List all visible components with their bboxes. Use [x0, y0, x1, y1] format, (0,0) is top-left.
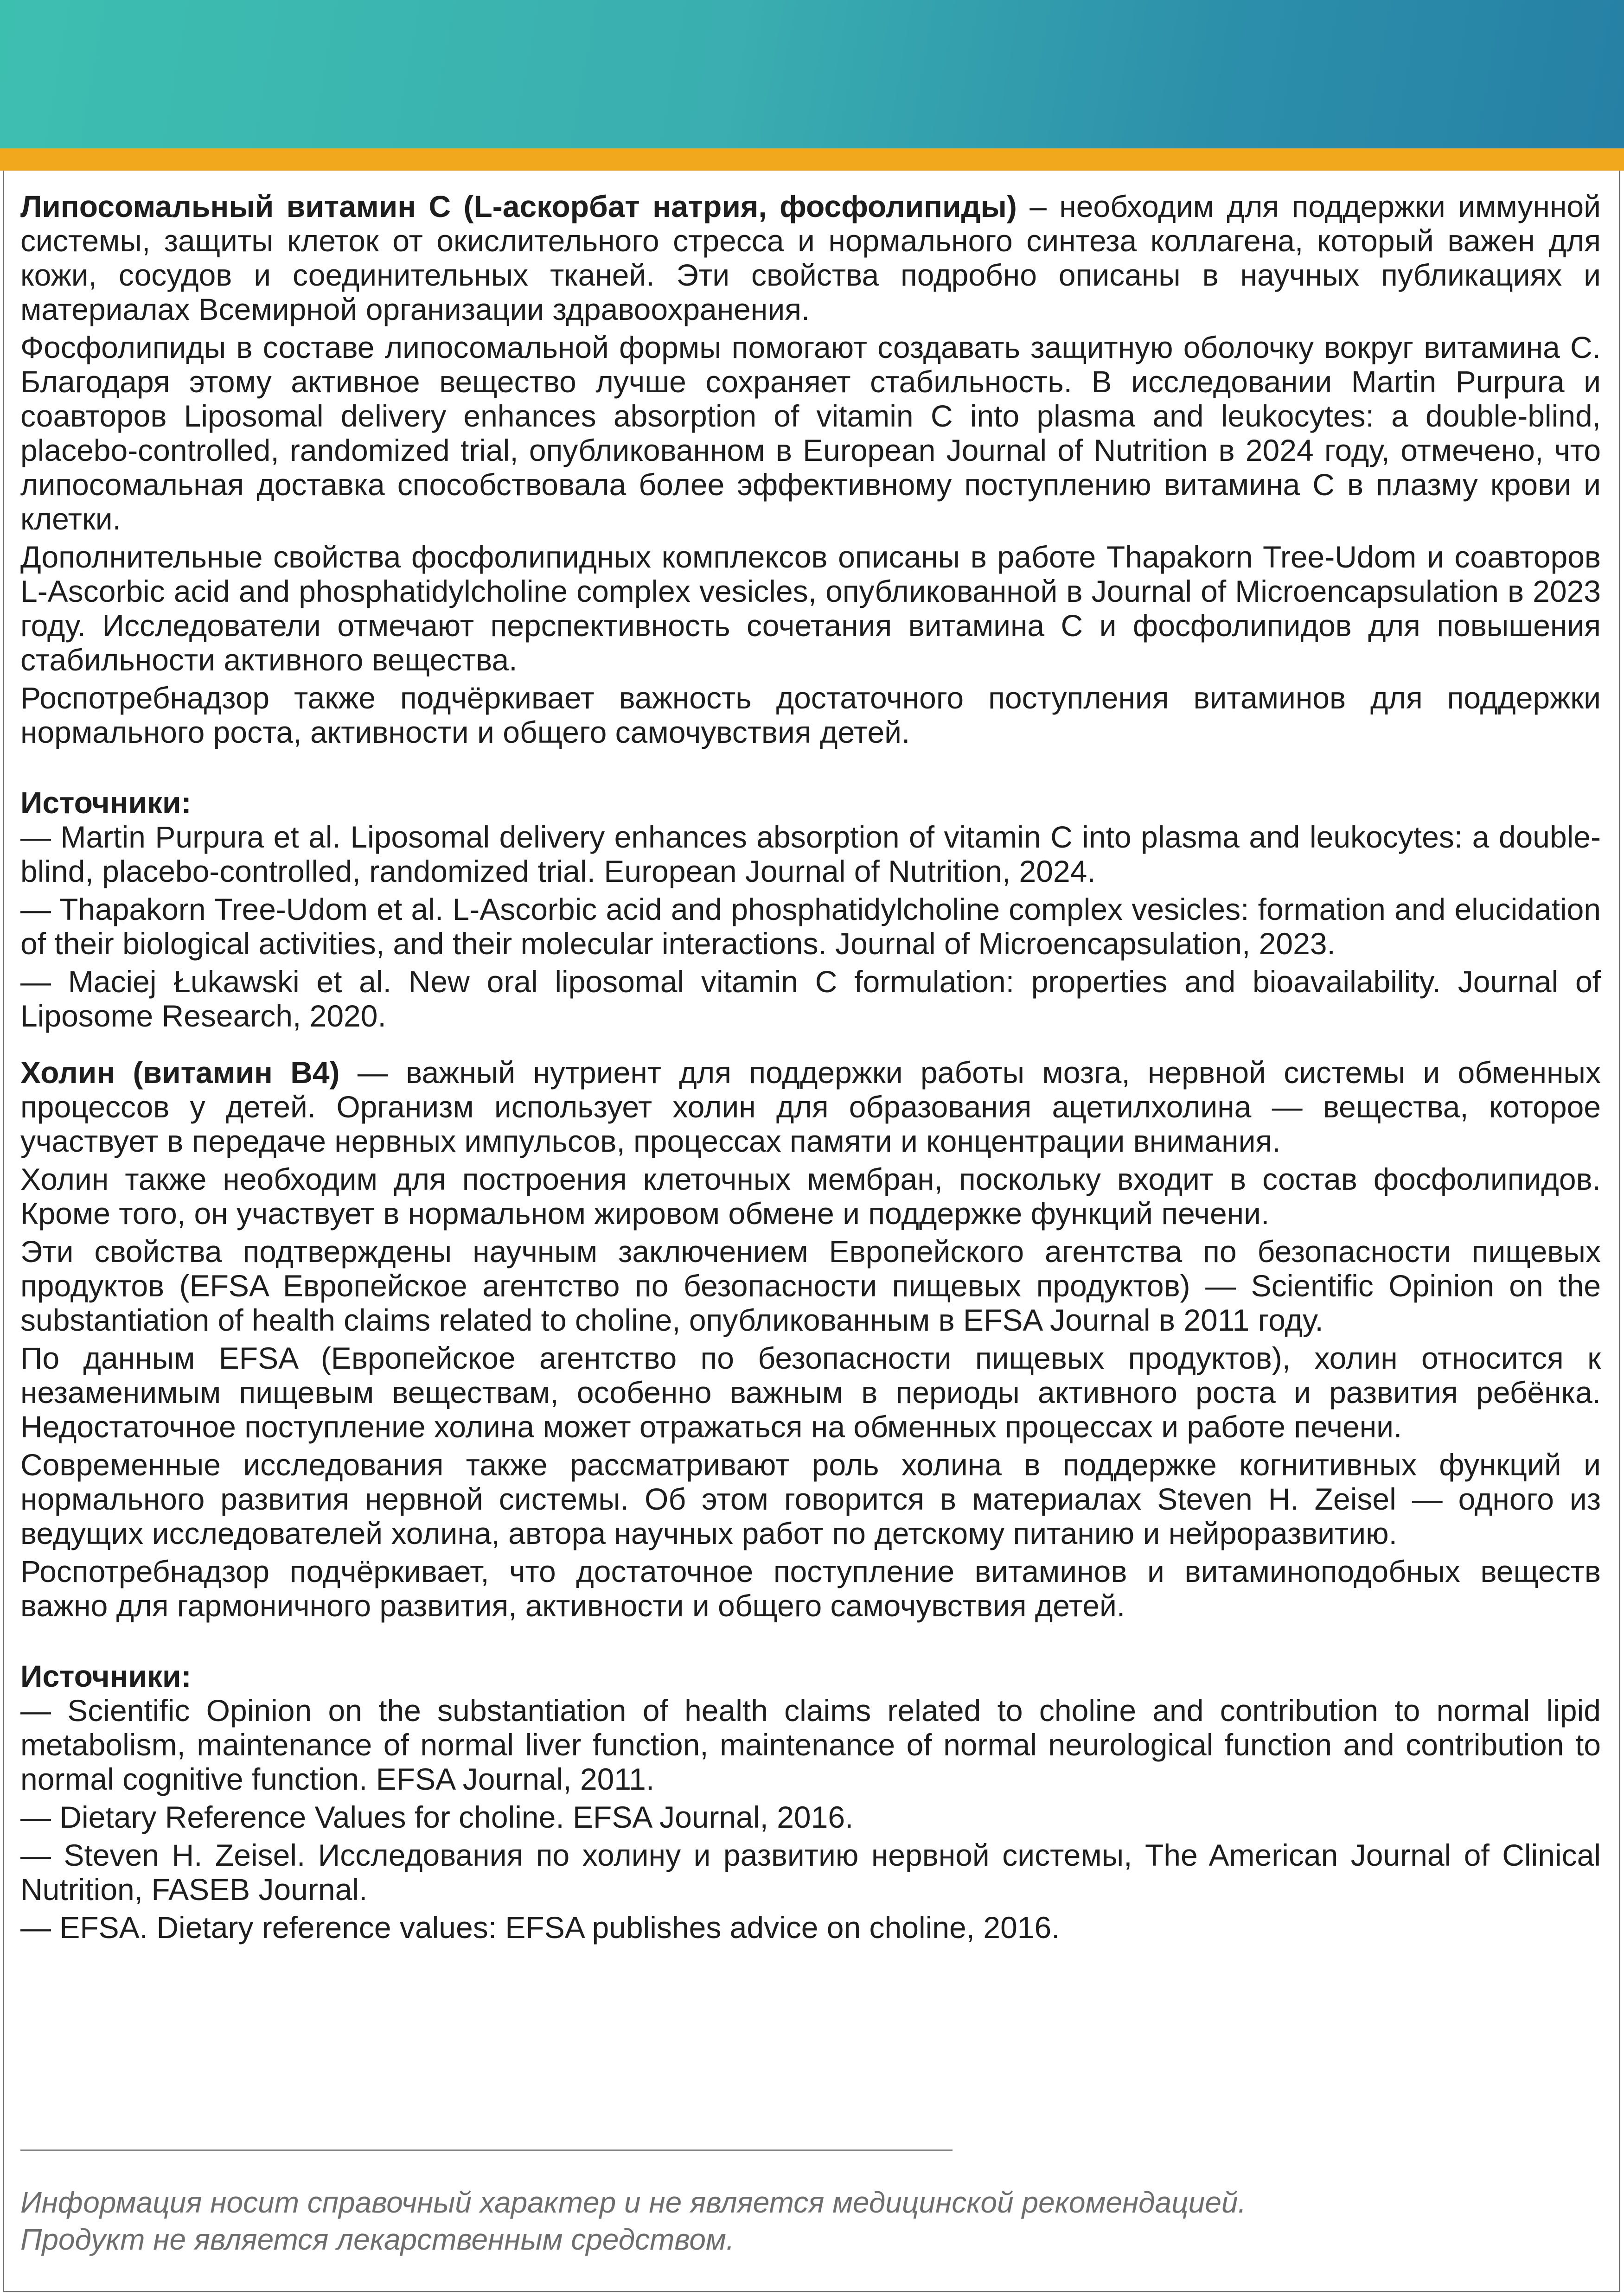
sources-heading-1: Источники: — [20, 785, 192, 820]
disclaimer — [20, 2184, 1597, 2258]
source-item: — Scientific Opinion on the substantiation of health claims related to choline and contribution to normal lipid metabolism, maintenance of normal liver function, maintenance of normal neurological function and contribution to normal cognitive function. EFSA Journal, 2011. — [20, 1693, 1601, 1796]
main-content — [20, 189, 1601, 1948]
spacer — [20, 1626, 1601, 1659]
source-item: — Maciej Łukawski et al. New oral liposomal vitamin C formulation: properties and bioavailability. Journal of Liposome Research, 2020. — [20, 964, 1601, 1033]
vitamin-c-paragraph-3: Дополнительные свойства фосфолипидных комплексов описаны в работе Thapakorn Tree-Udom и соавторов L-Ascorbic acid and phosphatidylcholine complex vesicles, опубликованной в Journal of Microencapsulation в 2023 году. Исследователи отмечают перспективность сочетания витамина С и фосфолипидов для повышения стабильности активного вещества. — [20, 540, 1601, 677]
choline-paragraph-6: Роспотребнадзор подчёркивает, что достаточное поступление витаминов и витаминоподобных веществ важно для гармоничного развития, активности и общего самочувствия детей. — [20, 1554, 1601, 1623]
divider — [20, 2149, 953, 2151]
choline-paragraph-4: По данным EFSA (Европейское агентство по безопасности пищевых продуктов), холин относится к незаменимым пищевым веществам, особенно важным в периоды активного роста и развития ребёнка. Недостаточное поступление холина может отражаться на обменных процессах и работе печени. — [20, 1341, 1601, 1444]
vitamin-c-paragraph-2: Фосфолипиды в составе липосомальной формы помогают создавать защитную оболочку вокруг витамина С. Благодаря этому активное вещество лучше сохраняет стабильность. В исследовании Martin Purpura и соавторов Liposomal delivery enhances absorption of vitamin C into plasma and leukocytes: a double-blind, placebo-controlled, randomized trial, опубликованном в European Journal of Nutrition в 2024 году, отмечено, что липосомальная доставка способствовала более эффективному поступлению витамина С в плазму крови и клетки. — [20, 330, 1601, 536]
sources-list-2 — [20, 1659, 1601, 1945]
header-band — [0, 0, 1624, 148]
sources-heading-2: Источники: — [20, 1659, 192, 1693]
spacer — [20, 753, 1601, 785]
vitamin-c-title: Липосомальный витамин С (L-аскорбат натрия, фосфолипиды) — [20, 189, 1017, 223]
source-item: — EFSA. Dietary reference values: EFSA publishes advice on choline, 2016. — [20, 1910, 1060, 1945]
source-item: — Steven H. Zeisel. Исследования по холину и развитию нервной системы, The American Journal of Clinical Nutrition, FASEB Journal. — [20, 1838, 1601, 1907]
sources-list-1 — [20, 785, 1601, 1033]
choline-section — [20, 1055, 1601, 1623]
header-accent-stripe — [0, 148, 1624, 171]
choline-paragraph-3: Эти свойства подтверждены научным заключением Европейского агентства по безопасности пищевых продуктов (EFSA Европейское агентство по безопасности пищевых продуктов) — Scientific Opinion on the substantiation of health claims related to choline, опубликованным в EFSA Journal в 2011 году. — [20, 1234, 1601, 1337]
choline-paragraph-5: Современные исследования также рассматривают роль холина в поддержке когнитивных функций и нормального развития нервной системы. Об этом говорится в материалах Steven H. Zeisel — одного из ведущих исследователей холина, автора научных работ по детскому питанию и нейроразвитию. — [20, 1448, 1601, 1550]
choline-intro-text: — важный нутриент для поддержки работы мозга, нервной системы и обменных процессов у детей. Организм использует холин для образования ацетилхолина — вещества, которое участвует в передаче нервных импульсов, процессах памяти и концентрации внимания. — [20, 1055, 1601, 1158]
choline-intro — [20, 1055, 1601, 1158]
vitamin-c-paragraph-4: Роспотребнадзор также подчёркивает важность достаточного поступления витаминов для поддержки нормального роста, активности и общего самочувствия детей. — [20, 681, 1601, 749]
source-item: — Martin Purpura et al. Liposomal delivery enhances absorption of vitamin C into plasma and leukocytes: a double-blind, placebo-controlled, randomized trial. European Journal of Nutrition, 2024. — [20, 820, 1601, 888]
source-item: — Thapakorn Tree-Udom et al. L-Ascorbic acid and phosphatidylcholine complex vesicles: formation and elucidation of their biological activities, and their molecular interactions. Journal of Microencapsulation, 2023. — [20, 892, 1601, 961]
vitamin-c-intro — [20, 189, 1601, 326]
source-item: — Dietary Reference Values for choline. EFSA Journal, 2016. — [20, 1800, 854, 1834]
choline-title: Холин (витамин В4) — [20, 1055, 340, 1090]
disclaimer-line-2: Продукт не является лекарственным средством. — [20, 2223, 735, 2256]
vitamin-c-section — [20, 189, 1601, 749]
spacer — [20, 1037, 1601, 1055]
choline-paragraph-2: Холин также необходим для построения клеточных мембран, поскольку входит в состав фосфолипидов. Кроме того, он участвует в нормальном жировом обмене и поддержке функций печени. — [20, 1162, 1601, 1231]
vitamin-c-intro-text: – необходим для поддержки иммунной системы, защиты клеток от окислительного стресса и нормального синтеза коллагена, который важен для кожи, сосудов и соединительных тканей. Эти свойства подробно описаны в научных публикациях и материалах Всемирной организации здравоохранения. — [20, 189, 1601, 326]
disclaimer-line-1: Информация носит справочный характер и не является медицинской рекомендацией. — [20, 2186, 1247, 2219]
